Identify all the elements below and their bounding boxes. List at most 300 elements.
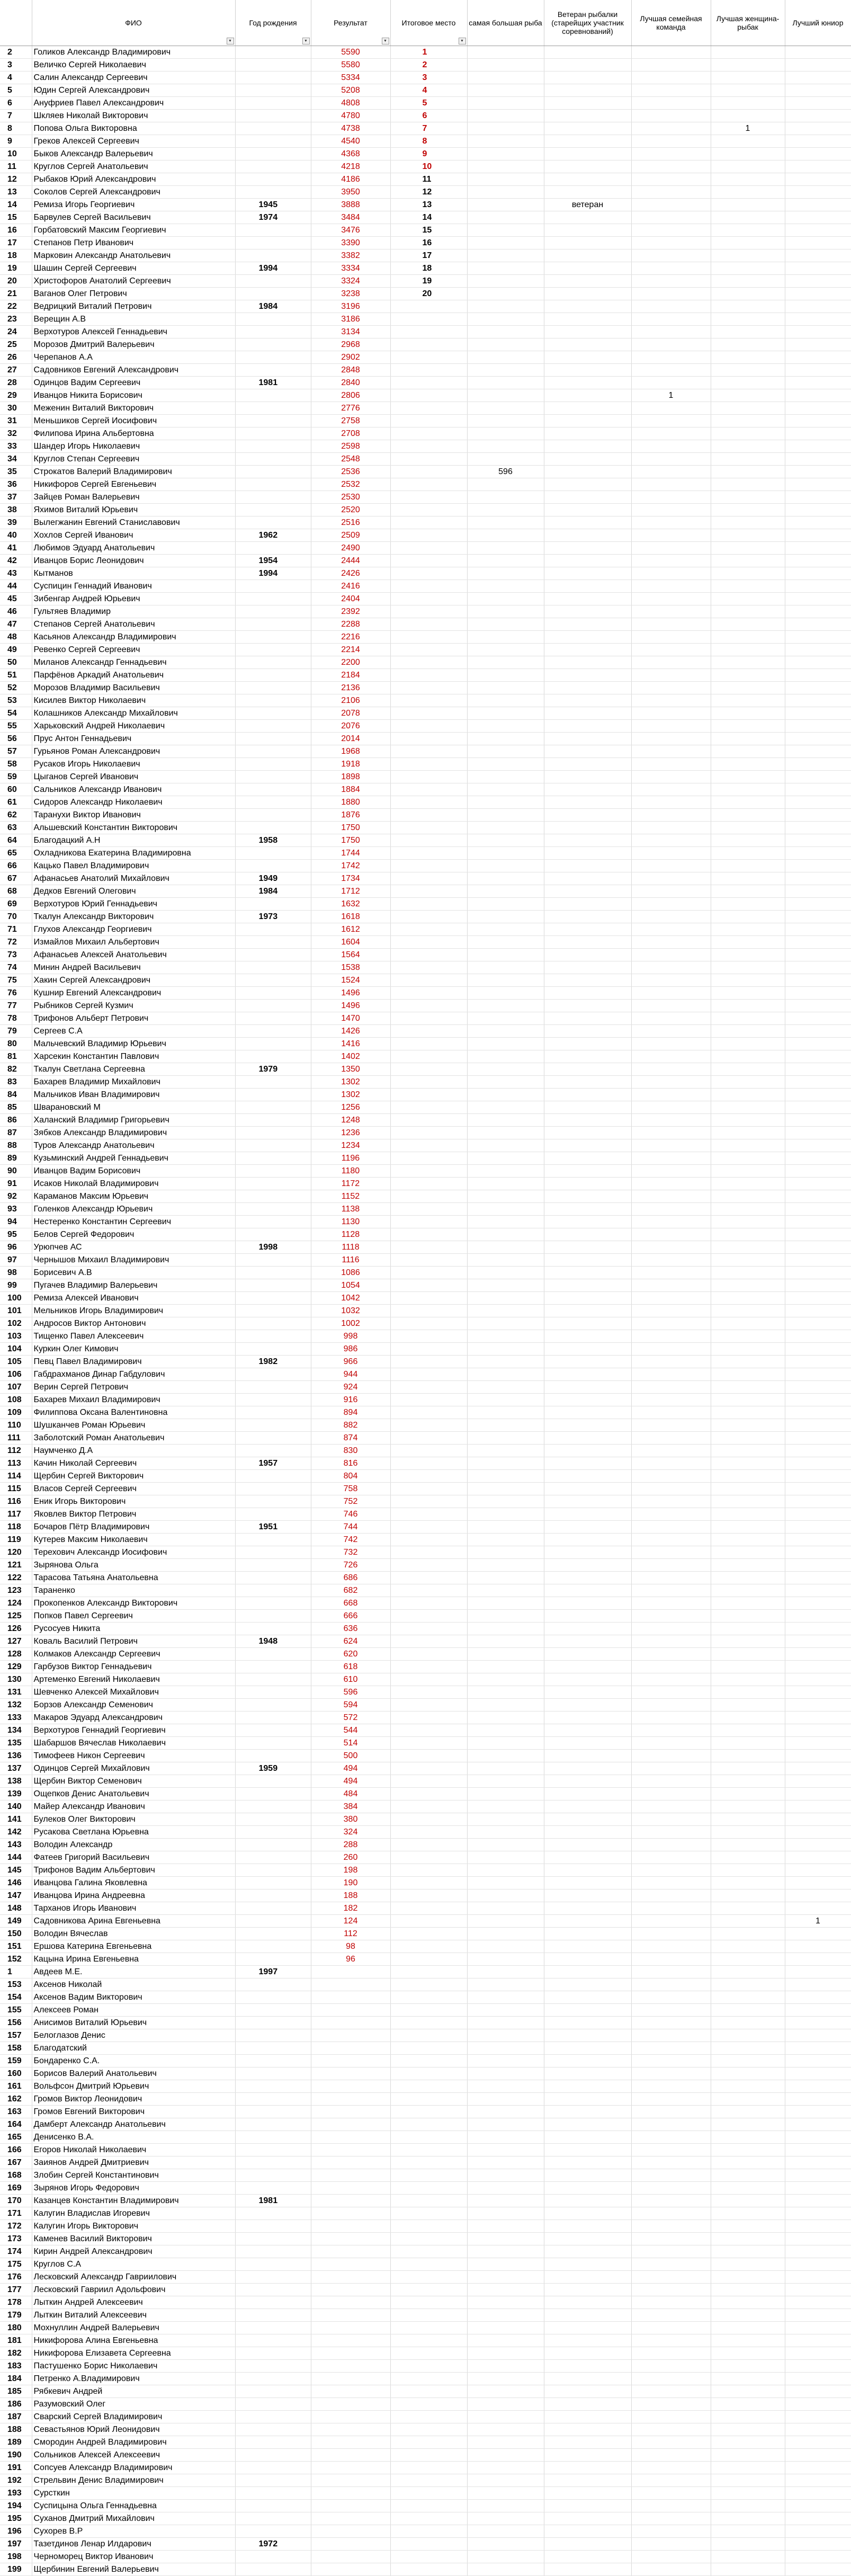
family-team-mark[interactable] — [631, 1267, 711, 1279]
junior-award-mark[interactable] — [785, 1902, 851, 1915]
junior-award-mark[interactable] — [785, 186, 851, 199]
result-value[interactable]: 500 — [311, 1750, 390, 1762]
row-number[interactable]: 87 — [0, 1127, 32, 1139]
woman-award-mark[interactable] — [711, 1356, 785, 1368]
final-place[interactable] — [390, 1584, 467, 1597]
woman-award-mark[interactable] — [711, 1305, 785, 1317]
row-number[interactable]: 162 — [0, 2093, 32, 2106]
family-team-mark[interactable] — [631, 2144, 711, 2156]
family-team-mark[interactable] — [631, 1445, 711, 1457]
participant-name[interactable]: Христофоров Анатолий Сергеевич — [32, 275, 235, 288]
final-place[interactable] — [390, 2284, 467, 2296]
family-team-mark[interactable] — [631, 262, 711, 275]
final-place[interactable] — [390, 2512, 467, 2525]
woman-award-mark[interactable] — [711, 2067, 785, 2080]
row-number[interactable]: 91 — [0, 1178, 32, 1190]
junior-award-mark[interactable] — [785, 2131, 851, 2144]
final-place[interactable] — [390, 427, 467, 440]
result-value[interactable]: 668 — [311, 1597, 390, 1610]
birth-year[interactable]: 1945 — [235, 199, 311, 211]
birth-year[interactable] — [235, 1953, 311, 1966]
result-value[interactable]: 1350 — [311, 1063, 390, 1076]
participant-name[interactable]: Егоров Николай Николаевич — [32, 2144, 235, 2156]
birth-year[interactable]: 1972 — [235, 2538, 311, 2551]
family-team-mark[interactable] — [631, 809, 711, 822]
veteran-mark[interactable] — [544, 389, 631, 402]
result-value[interactable]: 2902 — [311, 351, 390, 364]
junior-award-mark[interactable] — [785, 682, 851, 694]
big-fish-value[interactable] — [467, 1902, 544, 1915]
birth-year[interactable] — [235, 1724, 311, 1737]
big-fish-value[interactable] — [467, 2284, 544, 2296]
veteran-mark[interactable] — [544, 733, 631, 745]
woman-award-mark[interactable] — [711, 669, 785, 682]
woman-award-mark[interactable] — [711, 211, 785, 224]
family-team-mark[interactable] — [631, 2373, 711, 2385]
big-fish-value[interactable] — [467, 1572, 544, 1584]
junior-award-mark[interactable] — [785, 1114, 851, 1127]
birth-year[interactable] — [235, 2258, 311, 2271]
row-number[interactable]: 148 — [0, 1902, 32, 1915]
woman-award-mark[interactable] — [711, 478, 785, 491]
junior-award-mark[interactable] — [785, 2042, 851, 2055]
junior-award-mark[interactable] — [785, 809, 851, 822]
family-team-mark[interactable] — [631, 2525, 711, 2538]
participant-name[interactable]: Круглов Степан Сергеевич — [32, 453, 235, 466]
family-team-mark[interactable] — [631, 1813, 711, 1826]
family-team-mark[interactable] — [631, 1800, 711, 1813]
family-team-mark[interactable] — [631, 1584, 711, 1597]
woman-award-mark[interactable]: 1 — [711, 122, 785, 135]
family-team-mark[interactable] — [631, 1356, 711, 1368]
birth-year[interactable] — [235, 1610, 311, 1623]
junior-award-mark[interactable] — [785, 2017, 851, 2029]
final-place[interactable] — [390, 1928, 467, 1940]
big-fish-value[interactable] — [467, 682, 544, 694]
woman-award-mark[interactable] — [711, 1267, 785, 1279]
participant-name[interactable]: Сварский Сергей Владимирович — [32, 2411, 235, 2423]
big-fish-value[interactable] — [467, 2182, 544, 2195]
woman-award-mark[interactable] — [711, 491, 785, 504]
junior-award-mark[interactable] — [785, 745, 851, 758]
veteran-mark[interactable] — [544, 1521, 631, 1534]
result-value[interactable]: 1876 — [311, 809, 390, 822]
birth-year[interactable] — [235, 2398, 311, 2411]
participant-name[interactable]: Зырянов Игорь Федорович — [32, 2182, 235, 2195]
woman-award-mark[interactable] — [711, 1559, 785, 1572]
family-team-mark[interactable] — [631, 122, 711, 135]
family-team-mark[interactable] — [631, 605, 711, 618]
family-team-mark[interactable] — [631, 1139, 711, 1152]
veteran-mark[interactable] — [544, 516, 631, 529]
row-number[interactable]: 86 — [0, 1114, 32, 1127]
big-fish-value[interactable] — [467, 2500, 544, 2512]
family-team-mark[interactable] — [631, 440, 711, 453]
final-place[interactable] — [390, 1050, 467, 1063]
row-number[interactable]: 178 — [0, 2296, 32, 2309]
final-place[interactable] — [390, 338, 467, 351]
woman-award-mark[interactable] — [711, 1800, 785, 1813]
participant-name[interactable]: Шкляев Николай Викторович — [32, 110, 235, 122]
birth-year[interactable] — [235, 1038, 311, 1050]
family-team-mark[interactable] — [631, 2398, 711, 2411]
result-value[interactable] — [311, 2004, 390, 2017]
junior-award-mark[interactable] — [785, 288, 851, 300]
woman-award-mark[interactable] — [711, 1928, 785, 1940]
veteran-mark[interactable] — [544, 2373, 631, 2385]
final-place[interactable] — [390, 2004, 467, 2017]
participant-name[interactable]: Алексеев Роман — [32, 2004, 235, 2017]
final-place[interactable]: 8 — [390, 135, 467, 148]
row-number[interactable]: 121 — [0, 1559, 32, 1572]
junior-award-mark[interactable] — [785, 1699, 851, 1712]
junior-award-mark[interactable] — [785, 110, 851, 122]
big-fish-value[interactable] — [467, 2118, 544, 2131]
participant-name[interactable]: Черноморец Виктор Иванович — [32, 2551, 235, 2563]
final-place[interactable] — [390, 961, 467, 974]
row-number[interactable]: 99 — [0, 1279, 32, 1292]
woman-award-mark[interactable] — [711, 1445, 785, 1457]
birth-year[interactable] — [235, 389, 311, 402]
result-value[interactable]: 2136 — [311, 682, 390, 694]
family-team-mark[interactable] — [631, 2042, 711, 2055]
participant-name[interactable]: Касьянов Александр Владимирович — [32, 631, 235, 644]
participant-name[interactable]: Исаков Николай Владимирович — [32, 1178, 235, 1190]
row-number[interactable]: 188 — [0, 2423, 32, 2436]
junior-award-mark[interactable] — [785, 1839, 851, 1851]
family-team-mark[interactable] — [631, 885, 711, 898]
veteran-mark[interactable] — [544, 2474, 631, 2487]
result-value[interactable]: 572 — [311, 1712, 390, 1724]
veteran-mark[interactable] — [544, 2106, 631, 2118]
participant-name[interactable]: Харсекин Константин Павлович — [32, 1050, 235, 1063]
woman-award-mark[interactable] — [711, 224, 785, 237]
row-number[interactable]: 124 — [0, 1597, 32, 1610]
family-team-mark[interactable] — [631, 2500, 711, 2512]
participant-name[interactable]: Русаков Игорь Николаевич — [32, 758, 235, 771]
woman-award-mark[interactable] — [711, 1712, 785, 1724]
family-team-mark[interactable] — [631, 1928, 711, 1940]
woman-award-mark[interactable] — [711, 237, 785, 249]
big-fish-value[interactable] — [467, 491, 544, 504]
veteran-mark[interactable] — [544, 2169, 631, 2182]
veteran-mark[interactable] — [544, 1063, 631, 1076]
participant-name[interactable]: Мохнуллин Андрей Валерьевич — [32, 2322, 235, 2334]
family-team-mark[interactable] — [631, 1305, 711, 1317]
row-number[interactable]: 55 — [0, 720, 32, 733]
final-place[interactable] — [390, 1737, 467, 1750]
participant-name[interactable]: Барвулев Сергей Васильевич — [32, 211, 235, 224]
family-team-mark[interactable] — [631, 1279, 711, 1292]
woman-award-mark[interactable] — [711, 1406, 785, 1419]
final-place[interactable] — [390, 1343, 467, 1356]
big-fish-value[interactable] — [467, 1775, 544, 1788]
final-place[interactable] — [390, 949, 467, 961]
final-place[interactable]: 17 — [390, 249, 467, 262]
family-team-mark[interactable] — [631, 2411, 711, 2423]
big-fish-value[interactable] — [467, 1699, 544, 1712]
final-place[interactable] — [390, 1775, 467, 1788]
final-place[interactable] — [390, 898, 467, 911]
woman-award-mark[interactable] — [711, 1737, 785, 1750]
veteran-mark[interactable] — [544, 377, 631, 389]
birth-year[interactable] — [235, 2512, 311, 2525]
row-number[interactable]: 24 — [0, 326, 32, 338]
participant-name[interactable]: Кирин Андрей Александрович — [32, 2245, 235, 2258]
junior-award-mark[interactable] — [785, 2195, 851, 2207]
family-team-mark[interactable] — [631, 2156, 711, 2169]
junior-award-mark[interactable] — [785, 415, 851, 427]
row-number[interactable]: 132 — [0, 1699, 32, 1712]
result-value[interactable]: 1898 — [311, 771, 390, 783]
row-number[interactable]: 26 — [0, 351, 32, 364]
final-place[interactable] — [390, 733, 467, 745]
veteran-mark[interactable] — [544, 2436, 631, 2449]
junior-award-mark[interactable] — [785, 2449, 851, 2462]
veteran-mark[interactable] — [544, 1889, 631, 1902]
birth-year[interactable] — [235, 1928, 311, 1940]
big-fish-value[interactable] — [467, 402, 544, 415]
participant-name[interactable]: Караманов Максим Юрьевич — [32, 1190, 235, 1203]
row-number[interactable]: 40 — [0, 529, 32, 542]
big-fish-value[interactable] — [467, 847, 544, 860]
final-place[interactable] — [390, 1750, 467, 1762]
participant-name[interactable]: Севастьянов Юрий Леонидович — [32, 2423, 235, 2436]
participant-name[interactable]: Наумченко Д.А — [32, 1445, 235, 1457]
big-fish-value[interactable] — [467, 1839, 544, 1851]
result-value[interactable] — [311, 2385, 390, 2398]
result-value[interactable]: 2509 — [311, 529, 390, 542]
family-team-mark[interactable] — [631, 1381, 711, 1394]
family-team-mark[interactable] — [631, 186, 711, 199]
row-number[interactable]: 30 — [0, 402, 32, 415]
participant-name[interactable]: Верхотуров Геннадий Георгиевич — [32, 1724, 235, 1737]
final-place[interactable] — [390, 1241, 467, 1254]
veteran-mark[interactable] — [544, 453, 631, 466]
row-number[interactable]: 45 — [0, 593, 32, 605]
family-team-mark[interactable] — [631, 1012, 711, 1025]
woman-award-mark[interactable] — [711, 2436, 785, 2449]
participant-name[interactable]: Трифонов Вадим Альбертович — [32, 1864, 235, 1877]
result-value[interactable] — [311, 2131, 390, 2144]
result-value[interactable]: 610 — [311, 1673, 390, 1686]
birth-year[interactable] — [235, 2449, 311, 2462]
birth-year[interactable] — [235, 1534, 311, 1546]
veteran-mark[interactable] — [544, 262, 631, 275]
family-team-mark[interactable] — [631, 2551, 711, 2563]
big-fish-value[interactable] — [467, 555, 544, 567]
birth-year[interactable] — [235, 516, 311, 529]
final-place[interactable]: 7 — [390, 122, 467, 135]
final-place[interactable] — [390, 567, 467, 580]
big-fish-value[interactable] — [467, 911, 544, 923]
result-value[interactable]: 998 — [311, 1330, 390, 1343]
row-number[interactable]: 197 — [0, 2538, 32, 2551]
family-team-mark[interactable] — [631, 1483, 711, 1495]
veteran-mark[interactable] — [544, 46, 631, 59]
participant-name[interactable]: Ремиза Игорь Георгиевич — [32, 199, 235, 211]
family-team-mark[interactable] — [631, 1394, 711, 1406]
family-team-mark[interactable] — [631, 2017, 711, 2029]
birth-year[interactable] — [235, 2385, 311, 2398]
family-team-mark[interactable] — [631, 97, 711, 110]
veteran-mark[interactable] — [544, 669, 631, 682]
participant-name[interactable]: Пугачев Владимир Валерьевич — [32, 1279, 235, 1292]
result-value[interactable]: 2530 — [311, 491, 390, 504]
junior-award-mark[interactable] — [785, 580, 851, 593]
participant-name[interactable]: Русакова Светлана Юрьевна — [32, 1826, 235, 1839]
veteran-mark[interactable] — [544, 1025, 631, 1038]
participant-name[interactable]: Охладникова Екатерина Владимировна — [32, 847, 235, 860]
result-value[interactable]: 1618 — [311, 911, 390, 923]
woman-award-mark[interactable] — [711, 389, 785, 402]
family-team-mark[interactable] — [631, 1127, 711, 1139]
veteran-mark[interactable] — [544, 211, 631, 224]
big-fish-value[interactable] — [467, 1597, 544, 1610]
woman-award-mark[interactable] — [711, 2487, 785, 2500]
participant-name[interactable]: Чернышов Михаил Владимирович — [32, 1254, 235, 1267]
row-number[interactable]: 68 — [0, 885, 32, 898]
row-number[interactable]: 139 — [0, 1788, 32, 1800]
row-number[interactable]: 77 — [0, 1000, 32, 1012]
final-place[interactable] — [390, 1915, 467, 1928]
junior-award-mark[interactable] — [785, 199, 851, 211]
big-fish-value[interactable] — [467, 2551, 544, 2563]
junior-award-mark[interactable] — [785, 783, 851, 796]
final-place[interactable] — [390, 1508, 467, 1521]
big-fish-value[interactable] — [467, 122, 544, 135]
junior-award-mark[interactable] — [785, 2322, 851, 2334]
woman-award-mark[interactable] — [711, 1864, 785, 1877]
big-fish-value[interactable] — [467, 1991, 544, 2004]
result-value[interactable]: 1256 — [311, 1101, 390, 1114]
veteran-mark[interactable] — [544, 1788, 631, 1800]
result-value[interactable]: 882 — [311, 1419, 390, 1432]
result-value[interactable]: 3476 — [311, 224, 390, 237]
result-value[interactable] — [311, 2360, 390, 2373]
woman-award-mark[interactable] — [711, 1762, 785, 1775]
family-team-mark[interactable] — [631, 1470, 711, 1483]
woman-award-mark[interactable] — [711, 1915, 785, 1928]
participant-name[interactable]: Мальчевский Владимир Юрьевич — [32, 1038, 235, 1050]
result-value[interactable]: 2426 — [311, 567, 390, 580]
participant-name[interactable]: Рыбаков Юрий Александрович — [32, 173, 235, 186]
result-value[interactable]: 2840 — [311, 377, 390, 389]
family-team-mark[interactable] — [631, 237, 711, 249]
result-value[interactable] — [311, 2080, 390, 2093]
birth-year[interactable] — [235, 1826, 311, 1839]
veteran-mark[interactable] — [544, 402, 631, 415]
row-number[interactable]: 15 — [0, 211, 32, 224]
final-place[interactable]: 5 — [390, 97, 467, 110]
result-value[interactable] — [311, 2093, 390, 2106]
family-team-mark[interactable] — [631, 2067, 711, 2080]
birth-year[interactable] — [235, 2322, 311, 2334]
big-fish-value[interactable] — [467, 46, 544, 59]
result-value[interactable]: 2968 — [311, 338, 390, 351]
birth-year[interactable] — [235, 453, 311, 466]
final-place[interactable] — [390, 1686, 467, 1699]
family-team-mark[interactable] — [631, 644, 711, 656]
result-value[interactable]: 3950 — [311, 186, 390, 199]
woman-award-mark[interactable] — [711, 1661, 785, 1673]
participant-name[interactable]: Заиянов Андрей Дмитриевич — [32, 2156, 235, 2169]
row-number[interactable]: 129 — [0, 1661, 32, 1673]
final-place[interactable] — [390, 1114, 467, 1127]
junior-award-mark[interactable] — [785, 1368, 851, 1381]
big-fish-value[interactable] — [467, 1940, 544, 1953]
row-number[interactable]: 63 — [0, 822, 32, 834]
birth-year[interactable] — [235, 249, 311, 262]
woman-award-mark[interactable] — [711, 783, 785, 796]
big-fish-value[interactable] — [467, 1203, 544, 1216]
veteran-mark[interactable] — [544, 110, 631, 122]
participant-name[interactable]: Зайцев Роман Валерьевич — [32, 491, 235, 504]
big-fish-value[interactable] — [467, 1889, 544, 1902]
woman-award-mark[interactable] — [711, 1165, 785, 1178]
junior-award-mark[interactable] — [785, 1648, 851, 1661]
final-place[interactable] — [390, 1940, 467, 1953]
row-number[interactable]: 43 — [0, 567, 32, 580]
participant-name[interactable]: Минин Андрей Васильевич — [32, 961, 235, 974]
row-number[interactable]: 105 — [0, 1356, 32, 1368]
veteran-mark[interactable] — [544, 1508, 631, 1521]
result-value[interactable]: 2184 — [311, 669, 390, 682]
woman-award-mark[interactable] — [711, 338, 785, 351]
big-fish-value[interactable] — [467, 2322, 544, 2334]
row-number[interactable]: 156 — [0, 2017, 32, 2029]
junior-award-mark[interactable] — [785, 847, 851, 860]
big-fish-value[interactable] — [467, 2436, 544, 2449]
result-value[interactable]: 1402 — [311, 1050, 390, 1063]
big-fish-value[interactable] — [467, 1139, 544, 1152]
final-place[interactable] — [390, 1000, 467, 1012]
row-number[interactable]: 198 — [0, 2551, 32, 2563]
woman-award-mark[interactable] — [711, 1368, 785, 1381]
row-number[interactable]: 185 — [0, 2385, 32, 2398]
birth-year[interactable]: 1994 — [235, 567, 311, 580]
veteran-mark[interactable] — [544, 1813, 631, 1826]
result-value[interactable] — [311, 2525, 390, 2538]
row-number[interactable]: 89 — [0, 1152, 32, 1165]
participant-name[interactable]: Морозов Дмитрий Валерьевич — [32, 338, 235, 351]
birth-year[interactable] — [235, 1584, 311, 1597]
junior-award-mark[interactable] — [785, 2055, 851, 2067]
junior-award-mark[interactable] — [785, 1966, 851, 1978]
veteran-mark[interactable] — [544, 1839, 631, 1851]
birth-year[interactable] — [235, 1216, 311, 1228]
birth-year[interactable] — [235, 593, 311, 605]
final-place[interactable] — [390, 2322, 467, 2334]
row-number[interactable]: 25 — [0, 338, 32, 351]
woman-award-mark[interactable] — [711, 1178, 785, 1190]
final-place[interactable] — [390, 1419, 467, 1432]
final-place[interactable] — [390, 504, 467, 516]
junior-award-mark[interactable] — [785, 1978, 851, 1991]
junior-award-mark[interactable] — [785, 478, 851, 491]
woman-award-mark[interactable] — [711, 1063, 785, 1076]
result-value[interactable]: 874 — [311, 1432, 390, 1445]
junior-award-mark[interactable] — [785, 1991, 851, 2004]
family-team-mark[interactable] — [631, 2538, 711, 2551]
family-team-mark[interactable] — [631, 758, 711, 771]
big-fish-value[interactable] — [467, 97, 544, 110]
junior-award-mark[interactable] — [785, 1356, 851, 1368]
veteran-mark[interactable] — [544, 720, 631, 733]
woman-award-mark[interactable] — [711, 1851, 785, 1864]
result-value[interactable]: 2548 — [311, 453, 390, 466]
birth-year[interactable] — [235, 2131, 311, 2144]
